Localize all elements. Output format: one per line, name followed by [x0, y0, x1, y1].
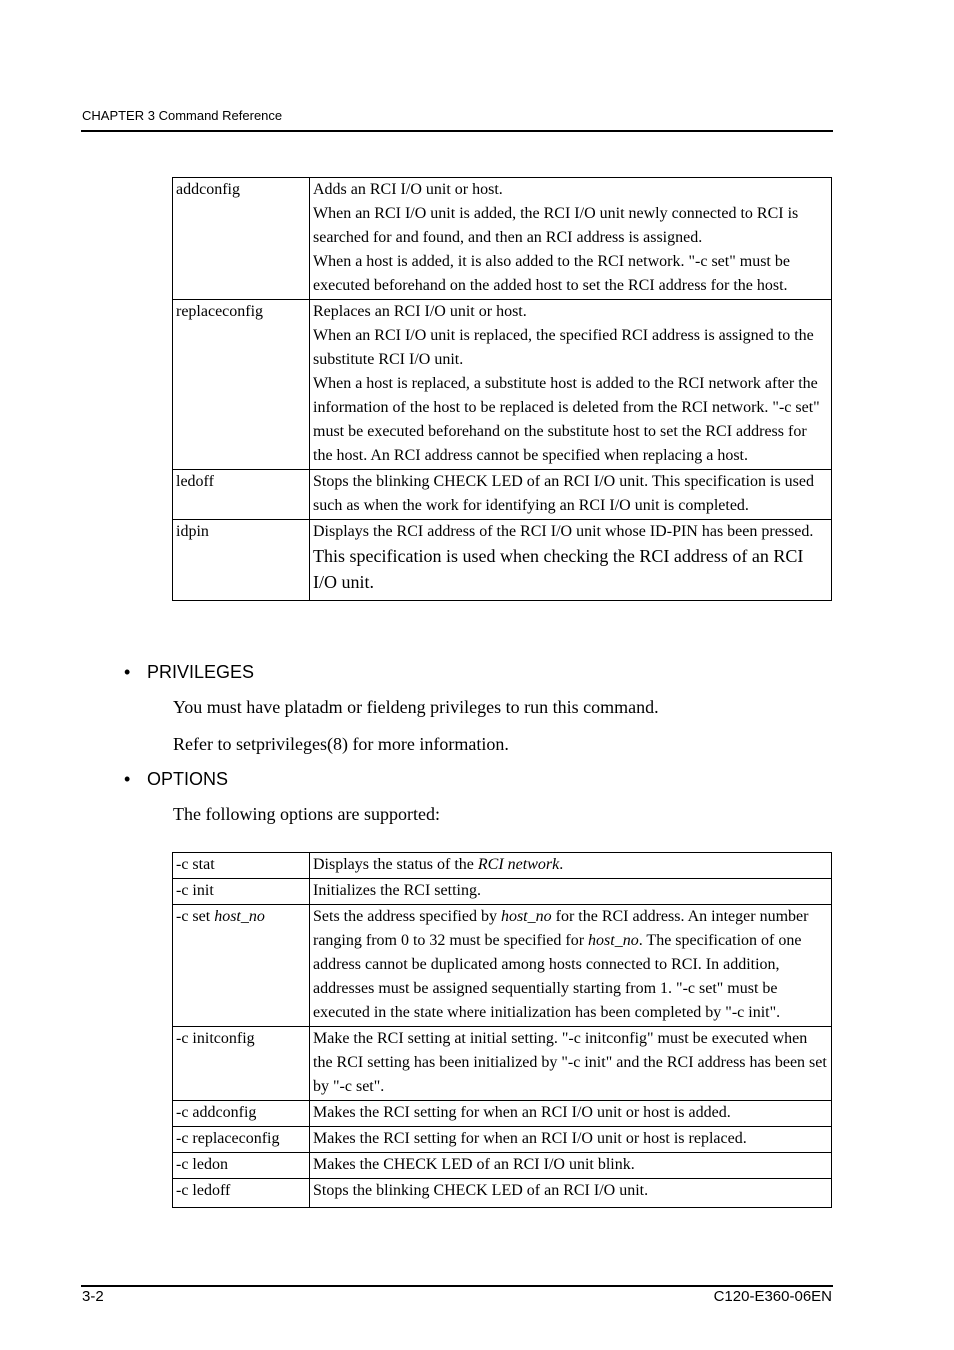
- description-cell: Initializes the RCI setting.: [310, 879, 832, 905]
- description-text: Sets the address specified by: [313, 908, 501, 925]
- description-text: .: [559, 856, 564, 873]
- table-row: [173, 1127, 832, 1153]
- privileges-text: You must have platadm or fieldeng privileges to run this command.: [173, 697, 659, 717]
- description-text: . The specification of one address cannot be duplicated among hosts connected to RCI. In addition, addresses must be assigned sequentially starting from 1. "-c set" must be executed in the state where initialization has been completed by "-c init".: [313, 932, 802, 1021]
- description-cell: Makes the RCI setting for when an RCI I/O unit or host is replaced.: [310, 1127, 832, 1153]
- bullet-icon: •: [124, 769, 131, 789]
- page-number: 3-2: [82, 1288, 104, 1305]
- heading-label: PRIVILEGES: [147, 662, 255, 682]
- description-cell: Makes the RCI setting for when an RCI I/O unit or host is added.: [310, 1101, 832, 1127]
- description-line: When a host is added, it is also added to the RCI network. "-c set" must be executed beforehand on the added host to set the RCI address for the host.: [313, 253, 790, 294]
- description-cell: [310, 470, 832, 520]
- description-line: When a host is replaced, a substitute host is added to the RCI network after the information of the host to be replaced is deleted from the RCI network. "-c set" must be executed beforehand on the substitute host to set the RCI address for the host. An RCI address cannot be specified when replacing a host.: [313, 375, 820, 464]
- options-table: [172, 852, 832, 1208]
- term-cell: idpin: [173, 520, 310, 601]
- description-text: for the RCI address. An integer number ranging from 0 to 32 must be specified for: [313, 908, 809, 949]
- header-rule: [81, 130, 833, 132]
- option-cell: [173, 905, 310, 1027]
- option-cell: -c initconfig: [173, 1027, 310, 1101]
- privileges-heading: [124, 662, 254, 683]
- description-line: When an RCI I/O unit is added, the RCI I/O unit newly connected to RCI is searched for and found, and then an RCI address is assigned.: [313, 205, 799, 246]
- options-intro: The following options are supported:: [173, 804, 440, 824]
- term-cell: replaceconfig: [173, 300, 310, 470]
- description-cell: [310, 853, 832, 879]
- description-text: Displays the status of the: [313, 856, 478, 873]
- description-line: Displays the RCI address of the RCI I/O unit whose ID-PIN has been pressed.: [313, 523, 814, 540]
- document-id: C120-E360-06EN: [713, 1288, 832, 1305]
- description-line: This specification is used when checking the RCI address of an RCI I/O unit.: [313, 546, 804, 592]
- table-row: [173, 300, 832, 470]
- description-line: Stops the blinking CHECK LED of an RCI I/O unit. This specification is used such as when the work for identifying an RCI I/O unit is completed.: [313, 473, 814, 514]
- description-emphasis: RCI network: [477, 856, 560, 873]
- description-line: When an RCI I/O unit is replaced, the specified RCI address is assigned to the substitute RCI I/O unit.: [313, 327, 814, 368]
- term-cell: ledoff: [173, 470, 310, 520]
- description-emphasis: host_no: [588, 932, 639, 949]
- description-cell: [310, 520, 832, 601]
- option-argument: host_no: [214, 908, 265, 925]
- footer-rule: [81, 1285, 833, 1287]
- description-cell: [310, 905, 832, 1027]
- description-cell: Makes the CHECK LED of an RCI I/O unit blink.: [310, 1153, 832, 1179]
- description-emphasis: host_no: [500, 908, 552, 925]
- option-cell: -c replaceconfig: [173, 1127, 310, 1153]
- table-row: [173, 1027, 832, 1101]
- table-row: [173, 178, 832, 300]
- operands-table: [172, 177, 832, 601]
- table-row: [173, 1153, 832, 1179]
- table-row: [173, 1101, 832, 1127]
- running-header: CHAPTER 3 Command Reference: [82, 108, 283, 123]
- description-cell: [310, 300, 832, 470]
- table-row: [173, 853, 832, 879]
- privileges-reference: Refer to setprivileges(8) for more information.: [173, 734, 509, 754]
- term-cell: addconfig: [173, 178, 310, 300]
- table-row: [173, 1179, 832, 1208]
- table-row: [173, 520, 832, 601]
- option-cell: -c ledon: [173, 1153, 310, 1179]
- table-row: [173, 470, 832, 520]
- option-cell: -c addconfig: [173, 1101, 310, 1127]
- table-row: [173, 879, 832, 905]
- option-cell: -c stat: [173, 853, 310, 879]
- description-cell: Make the RCI setting at initial setting. "-c initconfig" must be executed when the RCI setting has been initialized by "-c init" and the RCI address has been set by "-c set".: [310, 1027, 832, 1101]
- bullet-icon: •: [124, 662, 131, 682]
- option-text: -c set: [176, 908, 215, 925]
- description-line: Replaces an RCI I/O unit or host.: [313, 303, 527, 320]
- description-line: Adds an RCI I/O unit or host.: [313, 181, 503, 198]
- table-row: [173, 905, 832, 1027]
- heading-label: OPTIONS: [147, 769, 229, 789]
- option-cell: -c ledoff: [173, 1179, 310, 1208]
- options-heading: [124, 769, 228, 790]
- description-cell: Stops the blinking CHECK LED of an RCI I/O unit.: [310, 1179, 832, 1208]
- description-cell: [310, 178, 832, 300]
- option-cell: -c init: [173, 879, 310, 905]
